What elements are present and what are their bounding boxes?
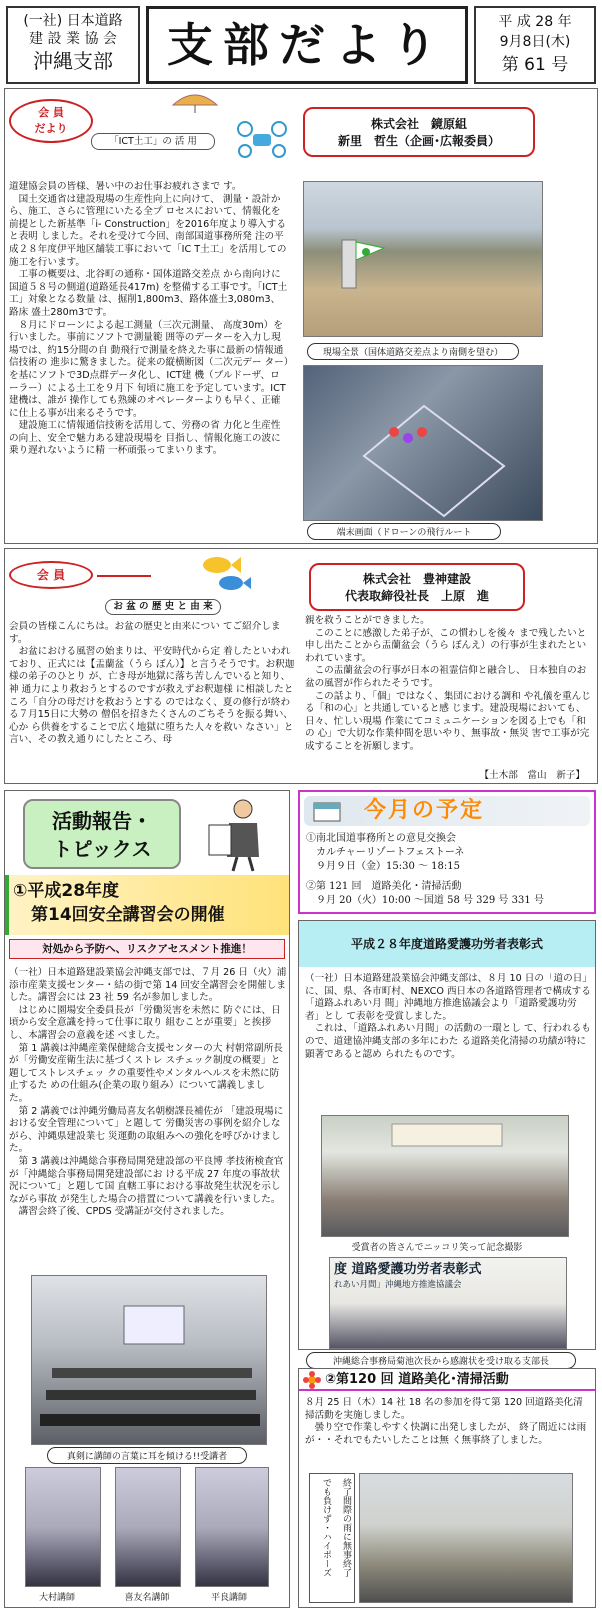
lecturer-label-3: 平良講師 xyxy=(201,1589,257,1604)
award-banner-sub: れあい月間」沖縄地方推進協議会 xyxy=(334,1280,462,1290)
cleanup-section xyxy=(298,1368,596,1608)
schedule-item-1 xyxy=(306,832,594,874)
lecturer-label-1: 大村講師 xyxy=(29,1589,85,1604)
drone-route-photo xyxy=(303,365,543,521)
schedule-item-2-title: ②第 121 回 道路美化・清掃活動 xyxy=(306,881,462,892)
org-line2: 建 設 業 協 会 xyxy=(29,31,117,47)
title-block xyxy=(146,6,468,84)
activity-label-line1: 活動報告・ xyxy=(52,809,152,833)
date-year: 平 成 28 年 xyxy=(498,14,572,30)
author2-company: 株式会社 豊神建設 xyxy=(362,572,471,586)
schedule-item-1-venue: カルチャーリゾートフェストーネ xyxy=(316,847,465,858)
lecturer-photo-1 xyxy=(25,1467,101,1587)
obon-theme-label: お 盆 の 歴 史 と 由 来 xyxy=(105,599,221,615)
org-block xyxy=(6,6,140,84)
lecturer-photo-2 xyxy=(115,1467,181,1587)
safety-headline-line1: ①平成28年度 xyxy=(13,881,120,901)
page-title: 支部だより xyxy=(167,18,447,72)
org-line1: (一社) 日本道路 xyxy=(23,13,123,29)
schedule-item-1-time: ９月９日（金）15:30 ～ 18:15 xyxy=(316,861,460,872)
cleanup-header xyxy=(299,1369,595,1391)
award-group-caption: 受賞者の皆さんでニッコリ笑って記念撮影 xyxy=(327,1239,547,1254)
ict-theme-label: 「ICT土工」の 活 用 xyxy=(91,133,215,150)
award-title: 平成２８年度道路愛護功労者表彰式 xyxy=(299,921,595,967)
section-member-ict xyxy=(4,88,598,544)
cleanup-body: ８月 25 日（木）14 社 18 名の参加を得て第 120 回道路美化清掃活動を実施しました。 曇り空で作業しやすく快調に出発しましたが、 終了間近には雨が・・それでもたいしたことは無 く無事終了しました。 xyxy=(305,1397,587,1446)
award-group-photo xyxy=(321,1115,569,1237)
safety-headline-line2: 第14回安全講習会の開催 xyxy=(31,905,225,925)
section-activity xyxy=(4,790,290,1608)
date-block xyxy=(474,6,596,84)
site-photo xyxy=(303,181,543,337)
cleanup-photo-note-2: 終了間際の雨に無事終了 xyxy=(341,1478,351,1577)
obon-body-left: 会員の皆様こんにちは。お盆の歴史と由来につい てご紹介します。 お盆における風習の始まりは、平安時代から定 着したといわれており、正式には【盂蘭盆（うら ぼん）】と言うそうです。お釈迦様の弟子のひとり が、亡き母が地獄に落ち苦しんでいると知り、神 通力により救おうとするのですが救えずお釈迦様 に相談したところ「自分の母だけを救おうとする のではなく、夏の修行が終わる７月15日に大勢の 僧侶を招きたくさんのごちそうを振る舞い、心か ら供養をすることで広く地獄に堕ちた人々を救い なさい」と言い、その教え通りにしたところ、母 xyxy=(9,621,295,746)
activity-label-line2: トピックス xyxy=(52,837,152,861)
cleanup-note-box xyxy=(309,1473,355,1603)
member-badge-2: 会 員 xyxy=(9,561,93,589)
site-photo-caption: 現場全景（国体道路交差点より南側を望む） xyxy=(307,343,519,360)
award-banner-text: 度 道路愛護功労者表彰式 xyxy=(334,1262,482,1277)
cleanup-photo xyxy=(359,1473,573,1603)
award-presentation-photo xyxy=(329,1257,567,1349)
issue-number: 第 61 号 xyxy=(501,55,569,75)
calendar-icon xyxy=(312,800,342,822)
lecturer-label-2: 喜友名講師 xyxy=(117,1589,177,1604)
badge-tail-line xyxy=(97,575,151,577)
member-badge: 会 員 だより xyxy=(9,99,93,143)
safety-subhead: 対処から予防へ、リスクアセスメント推進！ xyxy=(9,939,285,959)
obon-signature: 【土木部 當山 新子】 xyxy=(479,770,585,781)
presenter-icon xyxy=(201,795,285,873)
ict-article-body: 道建協会員の皆様、暑い中のお仕事お疲れさまで す。 国土交通省は建設現場の生産性向上に向けて、 測量・設計から、施工、さらに管理にいたる全プ ロセスにおいて、情報化を前提とした新基準「i- Construction」を2016年度より導入すると表明 しました。それを受けて今回、南部国道事務所発 注の平成２８年度伊平地区舗装工事において「IC T土工」を活用しての施工を行います。 工事の概要は、北谷町の通称・国体道路交差点 から南向けに国道５８号の側道(道路延長417m) を整備する工事です。「ICT土工」対象となる数量 は、掘削1,800m3、路体盛土3,080m3、路床 盛土280m3です。 ８月にドローンによる起工測量（三次元測量、 高度30m）を行いました。事前にソフトで測量範 囲等のデーターを入力し現場では、約15分間の自 動飛行で測量を終えた事に最新の情報通信技術の 進歩に驚きました。従来の縦横断図（二次元デー ター）を基にソフトで3D点群データ化し、ICT建 機（ブルドーザ、ローラー）による土工を９月下 旬頃に施工を予定しています。ICT建機は、誰が 操作しても熟練のオペレーターよりも早く、正確 に仕上る事が出来るそうです。 建設施工に情報通信技術を活用して、労務の省 力化と生産性の向上、安全で魅力ある建設現場を 目指し、情報化施工の波に乗り遅れないように精 一杯頑張ってまいります。 xyxy=(9,181,289,457)
author-company: 株式会社 鏡原組 xyxy=(370,117,467,131)
seminar-caption: 真剣に講師の言葉に耳を傾ける!!受講者 xyxy=(47,1447,247,1464)
activity-label xyxy=(23,799,181,869)
flower-icon xyxy=(303,1371,321,1389)
author-box-2 xyxy=(309,563,525,611)
umbrella-icon xyxy=(169,91,221,113)
author-box xyxy=(303,107,535,157)
org-line3: 沖縄支部 xyxy=(33,49,113,73)
author2-name: 代表取締役社長 上原 進 xyxy=(344,589,489,603)
schedule-item-2-time: ９月 20（火）10:00 ～国道 58 号 329 号 331 号 xyxy=(316,895,544,906)
award-body: （一社）日本道路建設業協会沖縄支部は、８月 10 日の「道の日」に、国、県、各市町村、NEXCO 西日本の各道路管理者で構成する「道路ふれあい月 間」沖縄地方推進協議会より「道路愛護功労者」とし て表彰を受賞しました。 これは、「道路ふれあい月間」の活動の一環とし て、行われるもので、道建協沖縄支部の多年にわた る道路美化清掃の功績が特に顕著であると認め られたものです。 xyxy=(305,973,591,1060)
schedule-item-2 xyxy=(306,880,594,908)
drone-icon xyxy=(235,119,289,159)
seminar-photo xyxy=(31,1275,267,1445)
award-presentation-caption: 沖縄総合事務局菊池次長から感謝状を受け取る支部長 xyxy=(306,1352,576,1369)
award-section xyxy=(298,920,596,1350)
schedule-box xyxy=(298,790,596,914)
author-name: 新里 哲生（企画･広報委員） xyxy=(337,134,500,148)
schedule-title: 今月の予定 xyxy=(364,798,485,823)
safety-headline xyxy=(5,875,289,935)
schedule-item-1-title: ①南北国道事務所との意見交換会 xyxy=(306,833,456,844)
lecturer-photo-3 xyxy=(195,1467,269,1587)
fish-icon xyxy=(191,551,255,595)
drone-route-caption: 端末画面（ドローンの飛行ルート xyxy=(307,523,501,540)
safety-body: （一社）日本道路建設業協会沖縄支部では、７月 26 日（火）浦添市産業支援センター・結の街で第 14 回安全講習会を開催しました。講習会には 23 社 59 名が参加しました。 はじめに園場安全委員長が「労働災害を未然に 防ぐには、日頃から安全意識を持って仕事に取り 組むことが重要」と挨拶し、本講習会の意義を述 べました。 第 1 講義は沖縄産業保健総合支援センターの大 村朝常副所長が「労働安産衛生法に基づくストレ スチェック制度の概要」と題してストレスチェッ クの重要性やメンタルヘルスを未然に防止するた めの仕組み(企業の取り組み）について講義しまし た。 第 2 講義では沖縄労働局喜友名朝樹課長補佐が 「建設現場における安全管理について」と題して 労働災害の事例を紹介しながら、沖縄県建設業七 災運動の取組みへの強化を呼びかけました。 第 3 講義は沖縄総合事務局開発建設部の平良博 孝技術検査官が「沖縄総合事務局開発建設部にお ける平成 27 年度の事故状況について」と題して国 直轄工事における事故発生状況を示しながら事故 が発生した場合の措置について講義を行いました。 講習会終了後、CPDS 受講証が交付されました。 xyxy=(9,967,287,1218)
date-day: 9月8日(木) xyxy=(499,34,571,50)
cleanup-photo-note: でも負けず・ハイポーズ xyxy=(321,1478,331,1577)
section-member-obon xyxy=(4,548,598,784)
cleanup-headline: ②第120 回 道路美化･清掃活動 xyxy=(325,1372,509,1387)
schedule-header xyxy=(304,796,590,826)
obon-body-right: 親を救うことができました。 このことに感激した弟子が、この慣わしを後々 まで残したいと申し出たことから盂蘭盆会（うら ぼんえ）の行事が生まれたといわれています。 この盂蘭盆会の行事が日本の祖霊信仰と融合し、 日本独自のお盆の風習が作られたそうです。 この話より、「個」ではなく、集団における調和 や礼儀を重んじる「和の心」と共通していると感 じます。建設現場においても、日々、忙しい現場 作業にてコミュニケーションを図る上でも「和の 心」で大切な作業仲間を思いやり、無事故・無災 害で工事が完成することを祈願します。 xyxy=(305,615,591,752)
